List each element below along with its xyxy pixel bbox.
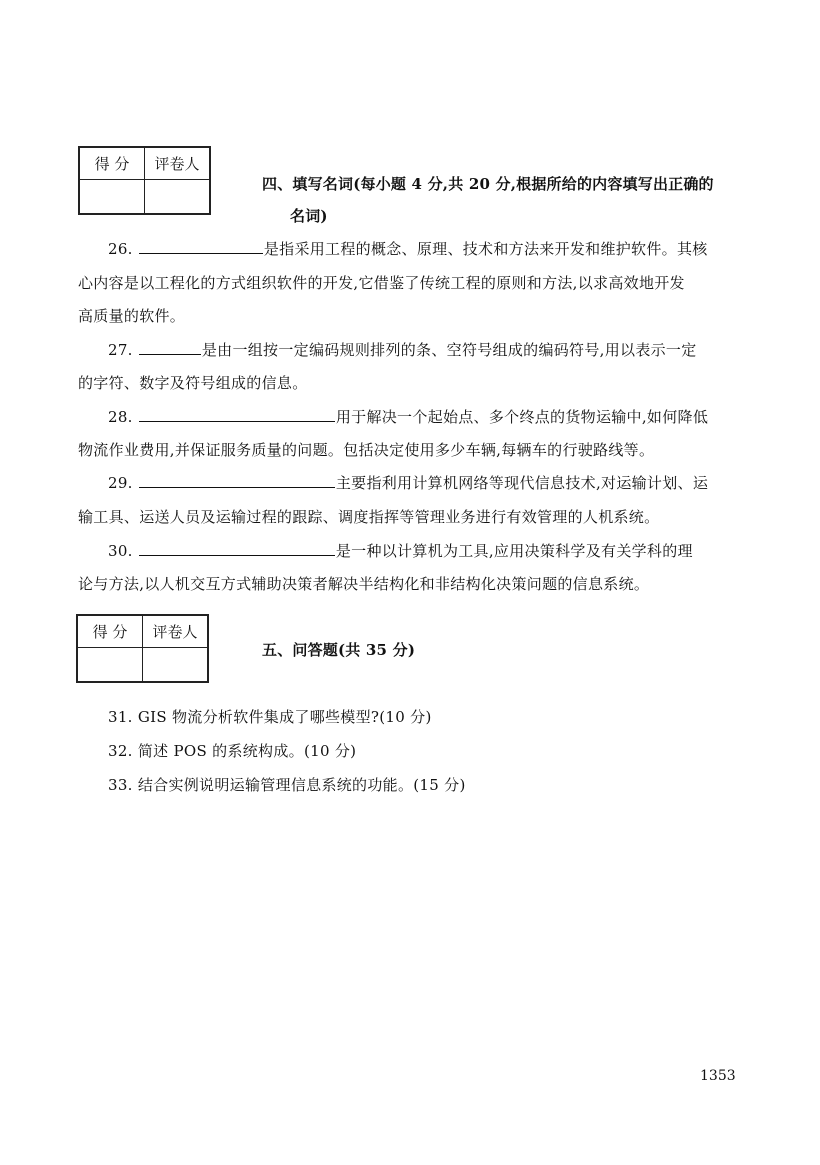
grader-cell[interactable] bbox=[143, 648, 209, 683]
question-text: 是一种以计算机为工具,应用决策科学及有关学科的理 bbox=[335, 542, 693, 560]
question-26-continuation: 心内容是以工程化的方式组织软件的开发,它借鉴了传统工程的原则和方法,以求高效地开发 bbox=[78, 274, 685, 292]
grader-cell[interactable] bbox=[145, 180, 211, 215]
question-text: 简述 POS 的系统构成。(10 分) bbox=[137, 742, 357, 760]
question-29-continuation: 输工具、运送人员及运输过程的跟踪、调度指挥等管理业务进行有效管理的人机系统。 bbox=[78, 508, 660, 526]
question-28-first-line bbox=[108, 406, 708, 427]
question-26-continuation: 高质量的软件。 bbox=[78, 307, 186, 325]
question-text: 是由一组按一定编码规则排列的条、空符号组成的编码符号,用以表示一定 bbox=[201, 341, 697, 359]
question-text: GIS 物流分析软件集成了哪些模型?(10 分) bbox=[137, 708, 432, 726]
question-number: 29. bbox=[108, 474, 133, 492]
question-number: 30. bbox=[108, 542, 133, 560]
section-4-title-line1: 四、填写名词(每小题 4 分,共 20 分,根据所给的内容填写出正确的 bbox=[262, 175, 714, 193]
answer-blank[interactable] bbox=[139, 408, 335, 422]
question-27-first-line bbox=[108, 339, 697, 360]
score-label: 得 分 bbox=[79, 147, 145, 180]
question-32 bbox=[108, 740, 356, 761]
grader-label: 评卷人 bbox=[145, 147, 211, 180]
question-26-first-line bbox=[108, 238, 708, 259]
answer-blank[interactable] bbox=[139, 341, 201, 355]
answer-blank[interactable] bbox=[139, 474, 335, 488]
question-text: 结合实例说明运输管理信息系统的功能。(15 分) bbox=[137, 776, 466, 794]
question-30-continuation: 论与方法,以人机交互方式辅助决策者解决半结构化和非结构化决策问题的信息系统。 bbox=[78, 575, 650, 593]
page-number: 1353 bbox=[700, 1068, 736, 1084]
question-number: 26. bbox=[108, 240, 133, 258]
question-number: 28. bbox=[108, 408, 133, 426]
question-31 bbox=[108, 706, 432, 727]
question-number: 31. bbox=[108, 708, 133, 726]
score-label: 得 分 bbox=[77, 615, 143, 648]
question-text: 是指采用工程的概念、原理、技术和方法来开发和维护软件。其核 bbox=[263, 240, 708, 258]
question-29-first-line bbox=[108, 472, 708, 493]
answer-blank[interactable] bbox=[139, 542, 335, 556]
grader-label: 评卷人 bbox=[143, 615, 209, 648]
score-cell[interactable] bbox=[77, 648, 143, 683]
answer-blank[interactable] bbox=[139, 240, 263, 254]
question-27-continuation: 的字符、数字及符号组成的信息。 bbox=[78, 374, 308, 392]
score-box-section-5 bbox=[76, 614, 209, 683]
question-number: 32. bbox=[108, 742, 133, 760]
score-box-section-4 bbox=[78, 146, 211, 215]
score-cell[interactable] bbox=[79, 180, 145, 215]
question-30-first-line bbox=[108, 540, 693, 561]
question-number: 33. bbox=[108, 776, 133, 794]
section-4-title-line2: 名词) bbox=[290, 207, 328, 225]
section-5-title: 五、问答题(共 35 分) bbox=[262, 641, 416, 659]
question-33 bbox=[108, 774, 466, 795]
question-28-continuation: 物流作业费用,并保证服务质量的问题。包括决定使用多少车辆,每辆车的行驶路线等。 bbox=[78, 441, 655, 459]
question-text: 主要指利用计算机网络等现代信息技术,对运输计划、运 bbox=[335, 474, 709, 492]
question-text: 用于解决一个起始点、多个终点的货物运输中,如何降低 bbox=[335, 408, 709, 426]
question-number: 27. bbox=[108, 341, 133, 359]
